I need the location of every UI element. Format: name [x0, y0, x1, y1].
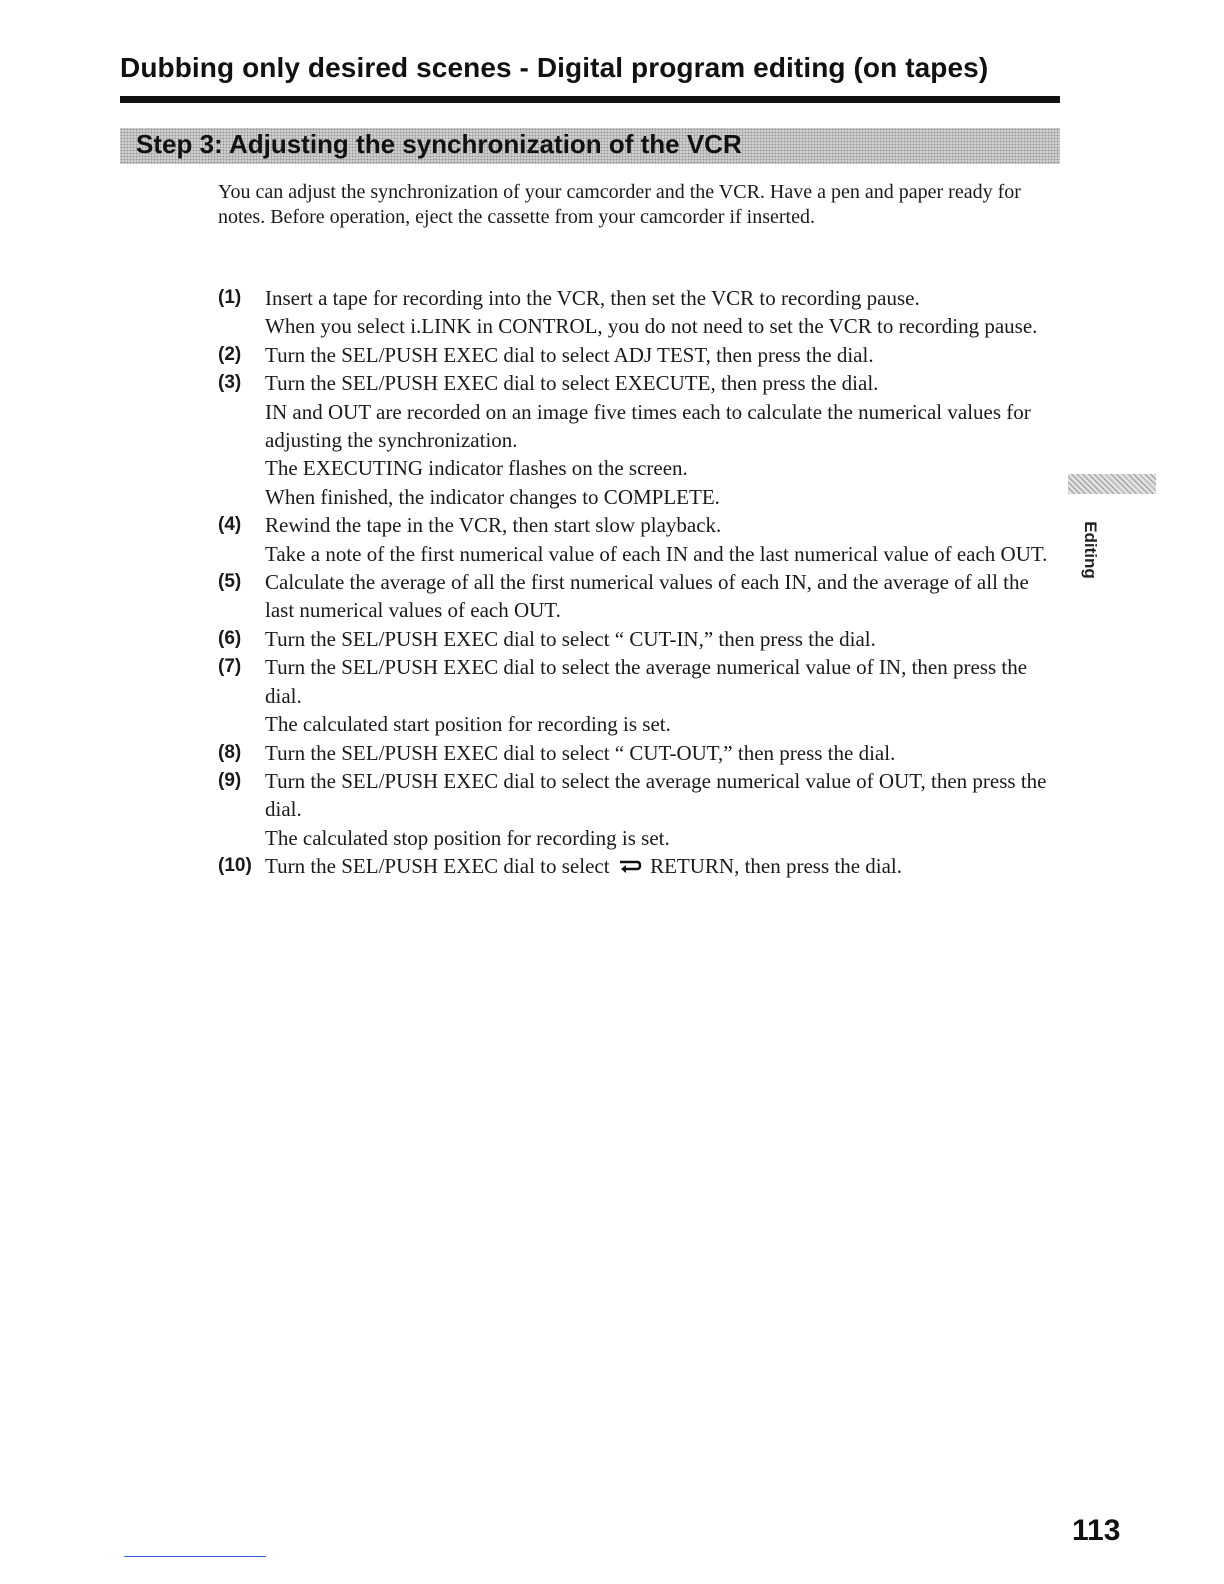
step-text: Rewind the tape in the VCR, then start slow playback.: [265, 513, 722, 538]
step-item-2: [218, 341, 1048, 369]
step-item-10: [218, 852, 1048, 880]
step-number: (4): [218, 514, 242, 536]
step-number: (3): [218, 372, 242, 394]
step-number: (10): [218, 855, 252, 877]
step-item-1: [218, 284, 1048, 341]
step-banner: [120, 128, 1060, 164]
step-item-4: [218, 511, 1048, 568]
step-text: Turn the SEL/PUSH EXEC dial to select the average numerical value of OUT, then press the dial.: [265, 768, 1047, 822]
footer-rule: [124, 1556, 266, 1557]
step-text: Turn the SEL/PUSH EXEC dial to select “ CUT-OUT,” then press the dial.: [265, 740, 896, 765]
step-item-3: [218, 369, 1048, 511]
step-number: (7): [218, 656, 242, 678]
step-number: (5): [218, 571, 242, 593]
step-note: The calculated start position for recording is set.: [265, 712, 671, 737]
step-number: (8): [218, 741, 242, 763]
step-note: When finished, the indicator changes to COMPLETE.: [265, 484, 720, 509]
header-rule: [120, 96, 1060, 103]
step-text-before: Turn the SEL/PUSH EXEC dial to select: [265, 854, 610, 879]
step-item-7: [218, 653, 1048, 738]
step-text: Turn the SEL/PUSH EXEC dial to select “ CUT-IN,” then press the dial.: [265, 626, 876, 651]
step-item-9: [218, 767, 1048, 852]
step-text: Turn the SEL/PUSH EXEC dial to select ADJ TEST, then press the dial.: [265, 342, 874, 367]
step-text-after: RETURN, then press the dial.: [650, 854, 903, 879]
step-item-8: [218, 739, 1048, 767]
step-text: Turn the SEL/PUSH EXEC dial to select the average numerical value of IN, then press the dial.: [265, 655, 1028, 708]
step-text: Turn the SEL/PUSH EXEC dial to select EXECUTE, then press the dial.: [265, 371, 879, 396]
step-number: (6): [218, 627, 242, 649]
step-number: (2): [218, 343, 242, 365]
step-text: Calculate the average of all the first numerical values of each IN, and the average of all the last numerical values of each OUT.: [265, 570, 1029, 623]
step-number: (1): [218, 287, 242, 308]
section-tab-label: Editing: [1081, 521, 1100, 579]
page-header-title: Dubbing only desired scenes - Digital program editing (on tapes): [120, 52, 989, 83]
step-note: Take a note of the first numerical value of each IN and the last numerical value of each OUT.: [265, 541, 1048, 566]
step-note: IN and OUT are recorded on an image five times each to calculate the numerical values for adjusting the synchronization.: [265, 399, 1031, 453]
step-note: When you select i.LINK in CONTROL, you do not need to set the VCR to recording pause.: [265, 314, 1038, 339]
step-number: (9): [218, 769, 242, 791]
step-title: Step 3: Adjusting the synchronization of the VCR: [136, 129, 742, 159]
return-icon: [617, 857, 643, 875]
step-note: The EXECUTING indicator flashes on the screen.: [265, 456, 688, 481]
step-text: [265, 852, 1048, 880]
page-number: 113: [1072, 1514, 1121, 1547]
section-tab-marker: [1068, 474, 1156, 494]
step-text: Insert a tape for recording into the VCR, then set the VCR to recording pause.: [265, 286, 920, 310]
step-item-6: [218, 625, 1048, 653]
step-note: The calculated stop position for recording is set.: [265, 825, 670, 850]
step-item-5: [218, 568, 1048, 625]
steps-list: [218, 284, 1048, 881]
intro-paragraph: You can adjust the synchronization of your camcorder and the VCR. Have a pen and paper ready for notes. Before operation, eject the cassette from your camcorder if inserted.: [218, 181, 1021, 228]
